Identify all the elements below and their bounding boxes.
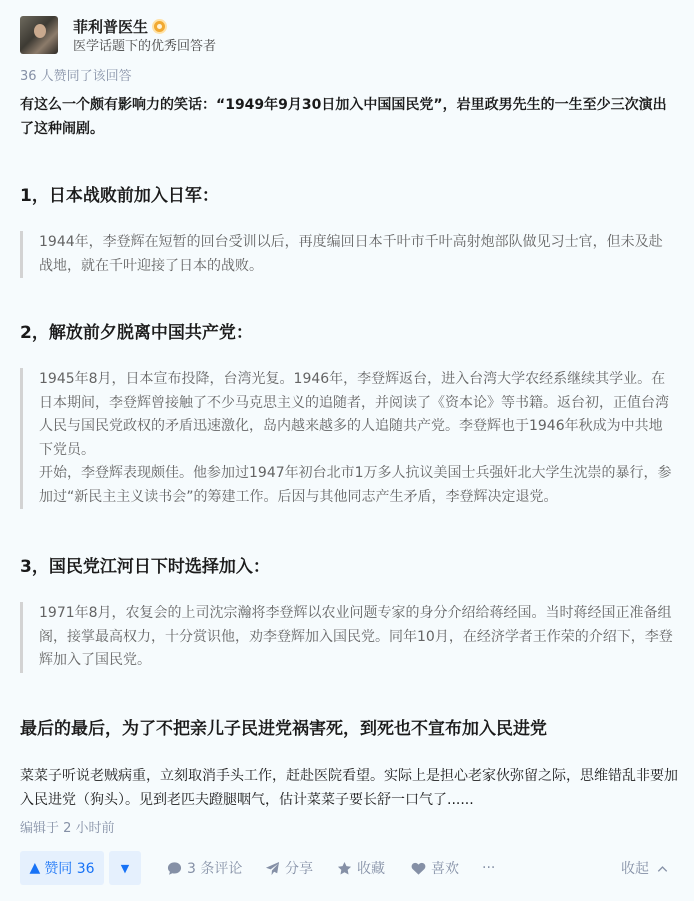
author-avatar[interactable] (20, 16, 58, 54)
collapse-button[interactable] (621, 851, 670, 885)
comment-button[interactable] (166, 851, 242, 885)
chevron-up-icon (654, 860, 670, 876)
edit-time[interactable]: 编辑于 2 小时前 (20, 821, 115, 836)
blockquote-1 (20, 231, 675, 278)
like-label: 喜欢 (431, 861, 459, 877)
favorite-button[interactable] (336, 851, 385, 885)
author-bio: 医学话题下的优秀回答者 (73, 39, 217, 54)
section-title-1: 1，日本战败前加入日军： (20, 186, 219, 206)
share-button[interactable] (264, 851, 313, 885)
blockquote-3 (20, 602, 675, 673)
paper-plane-icon (264, 860, 280, 876)
more-options-button[interactable] (482, 851, 495, 885)
upvote-label: 赞同 36 (44, 861, 95, 877)
section-title-2: 2，解放前夕脱离中国共产党： (20, 323, 253, 343)
star-icon (336, 860, 352, 876)
collapse-label: 收起 (621, 861, 649, 877)
comment-label: 3 条评论 (187, 861, 243, 877)
quote-paragraph: 1945年8月，日本宣布投降，台湾光复。1946年，李登辉返台，进入台湾大学农经系继续其学业。在日本期间，李登辉曾接触了不少马克思主义的追随者，并阅读了《资本论》等书籍。返台初，正值台湾人民与国民党政权的矛盾迅速激化，岛内越来越多的人追随共产党。李登辉也于1946年秋成为中共地下党员。 (39, 371, 669, 458)
quote-paragraph: 开始，李登辉表现颇佳。他参加过1947年初台北市1万多人抗议美国士兵强奸北大学生沈崇的暴行，参加过“新民主主义读书会”的筹建工作。后因与其他同志产生矛盾，李登辉决定退党。 (39, 465, 672, 505)
blockquote-2 (20, 368, 675, 509)
upvote-button[interactable] (20, 851, 104, 885)
triangle-down-icon: ▼ (120, 861, 130, 875)
quote-paragraph: 1971年8月，农复会的上司沈宗瀚将李登辉以农业问题专家的身分介绍给蒋经国。当时蒋经国正准备组阁，接掌最高权力，十分赏识他，劝李登辉加入国民党。同年10月，在经济学者王作荣的介绍下，李登辉加入了国民党。 (39, 605, 673, 668)
action-bar (20, 851, 680, 885)
ellipsis-icon: ··· (482, 860, 496, 876)
quote-paragraph: 1944年，李登辉在短暂的回台受训以后，再度编回日本千叶市千叶高射炮部队做见习士官，但未及赴战地，就在千叶迎接了日本的战败。 (39, 234, 663, 274)
like-button[interactable] (410, 851, 459, 885)
certified-badge-icon (152, 19, 167, 34)
section-title-3: 3，国民党江河日下时选择加入： (20, 557, 270, 577)
author-header (20, 16, 680, 60)
heart-icon (410, 860, 426, 876)
author-name[interactable]: 菲利普医生 (73, 18, 149, 36)
section-title-4: 最后的最后，为了不把亲儿子民进党祸害死，到死也不宣布加入民进党 (20, 719, 547, 739)
answer-body-paragraph: 菜菜子听说老贼病重，立刻取消手头工作，赶赴医院看望。实际上是担心老家伙弥留之际，思维错乱非要加入民进党（狗头）。见到老匹夫蹬腿咽气，估计菜菜子要长舒一口气了...... (20, 768, 678, 808)
favorite-label: 收藏 (357, 861, 385, 877)
answer-intro: 有这么一个颇有影响力的笑话：“1949年9月30日加入中国国民党”，岩里政男先生的一生至少三次演出了这种闹剧。 (20, 97, 667, 137)
comment-bubble-icon (166, 860, 182, 876)
upvote-count-note[interactable]: 36 人赞同了该回答 (20, 69, 132, 84)
triangle-up-icon: ▲ (29, 860, 41, 876)
downvote-button[interactable] (109, 851, 141, 885)
share-label: 分享 (285, 861, 313, 877)
